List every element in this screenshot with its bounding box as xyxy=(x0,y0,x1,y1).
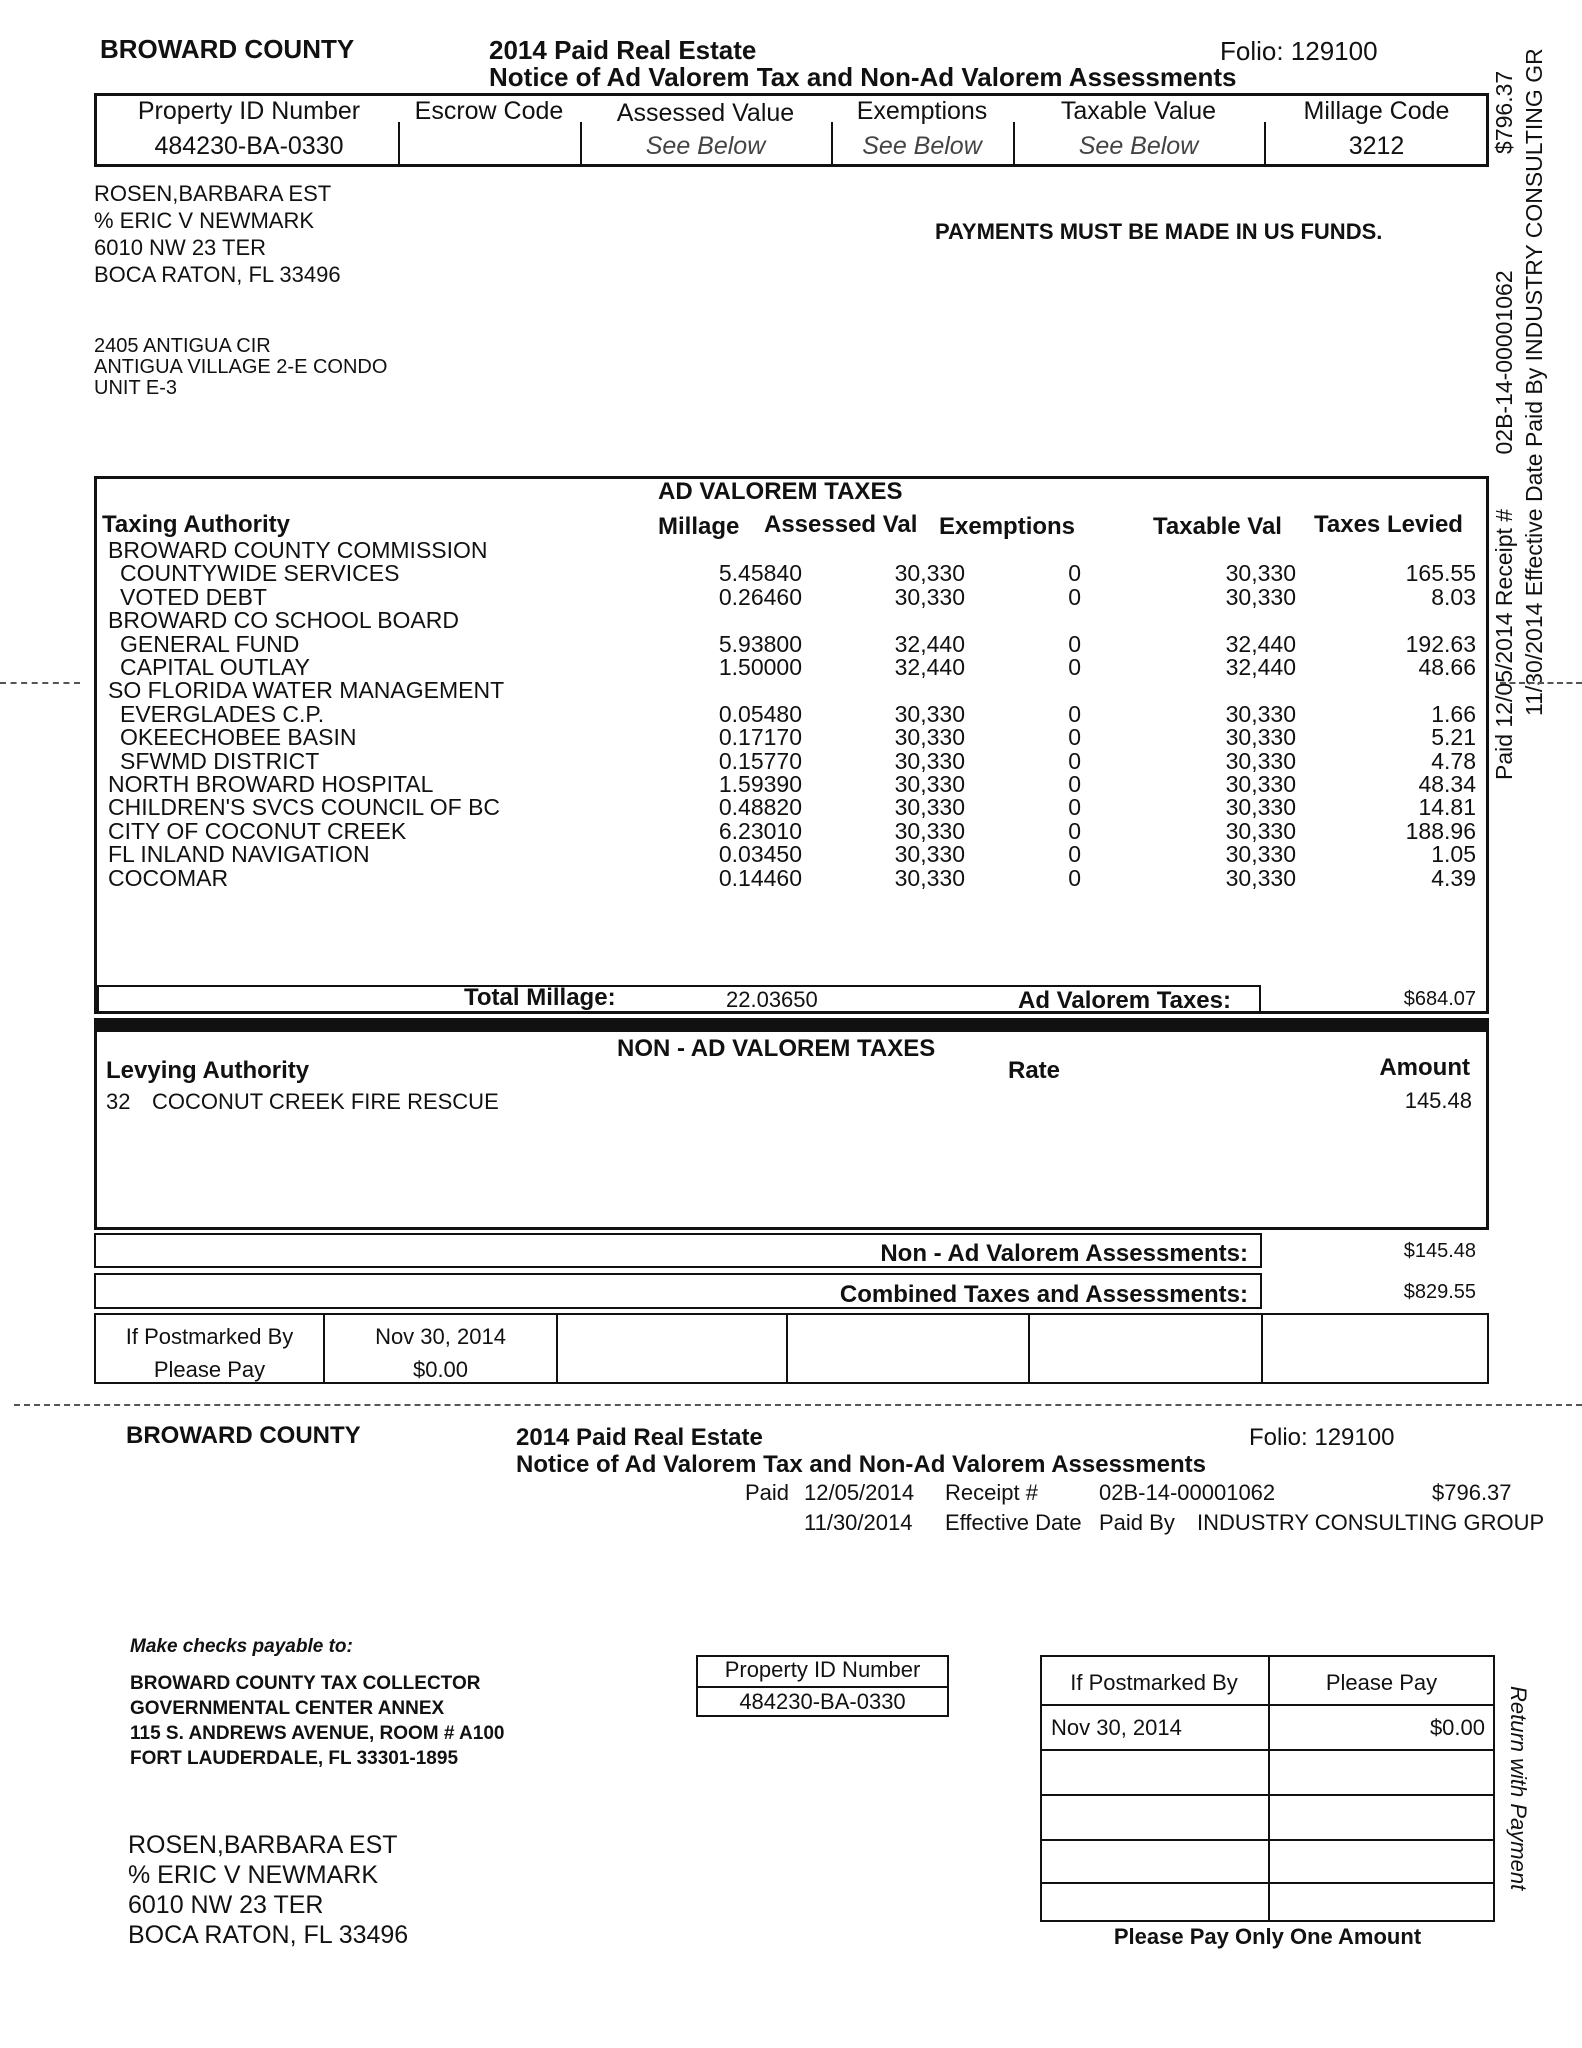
stub-receipt-label: Receipt # xyxy=(945,1480,1038,1505)
tax-row-taxable: 30,330 xyxy=(1225,700,1296,727)
return-with-payment: Return with Payment xyxy=(1506,1686,1531,1891)
tax-row-millage: 1.59390 xyxy=(718,771,802,797)
tax-row-exemptions: 0 xyxy=(1068,560,1081,587)
tax-row-levied: 8.03 xyxy=(1431,583,1476,610)
tax-row xyxy=(100,726,1480,749)
tax-row-assessed: 30,330 xyxy=(894,794,965,821)
tax-row-taxable: 30,330 xyxy=(1225,794,1296,821)
tax-row-assessed: 30,330 xyxy=(894,583,965,610)
tax-row-exemptions: 0 xyxy=(1068,817,1081,844)
millage-code-value: 3212 xyxy=(1348,132,1405,160)
tax-row-name: CAPITAL OUTLAY xyxy=(120,654,311,680)
property-id-value: 484230-BA-0330 xyxy=(154,132,344,160)
tax-row-assessed: 32,440 xyxy=(894,630,965,657)
tax-row-taxable: 30,330 xyxy=(1225,841,1296,868)
tax-row-exemptions: 0 xyxy=(1068,747,1081,774)
tax-row-taxable: 30,330 xyxy=(1225,864,1296,891)
tax-row xyxy=(100,539,1480,562)
tax-row-name: CITY OF COCONUT CREEK xyxy=(108,817,407,844)
tax-row-taxable: 30,330 xyxy=(1225,560,1296,587)
non-ad-assessments-label: Non - Ad Valorem Assessments: xyxy=(880,1240,1248,1267)
tax-row-millage: 5.93800 xyxy=(718,630,802,657)
stub-pay-note: Please Pay Only One Amount xyxy=(1113,1924,1422,1949)
tax-row-millage: 6.23010 xyxy=(718,817,802,844)
tax-row-taxable: 30,330 xyxy=(1225,747,1296,774)
cut-line-right xyxy=(1500,682,1582,684)
combined-label: Combined Taxes and Assessments: xyxy=(839,1281,1248,1308)
header-taxable-value: Taxable Value xyxy=(1060,97,1217,125)
header-property-id: Property ID Number xyxy=(137,97,361,125)
tax-row-name: BROWARD COUNTY COMMISSION xyxy=(108,537,488,563)
levy-row-name: COCONUT CREEK FIRE RESCUE xyxy=(152,1089,499,1114)
tax-row-assessed: 30,330 xyxy=(894,864,965,891)
tax-row-name: VOTED DEBT xyxy=(120,583,267,610)
stub-paid-label: Paid xyxy=(745,1480,790,1505)
ad-valorem-title: AD VALOREM TAXES xyxy=(658,478,903,505)
tax-row xyxy=(100,630,1480,657)
col-assessed-val: Assessed Val xyxy=(764,511,918,538)
tax-row-name: GENERAL FUND xyxy=(120,630,300,657)
total-millage-value: 22.03650 xyxy=(726,987,818,1012)
stub-paid-date: 12/05/2014 xyxy=(804,1480,915,1505)
tax-row xyxy=(100,583,1480,610)
header-assessed-value: Assessed Value xyxy=(616,99,795,127)
property-location: 2405 ANTIGUA CIR ANTIGUA VILLAGE 2-E CONDO UNIT E-3 xyxy=(94,335,388,399)
county-name: BROWARD COUNTY xyxy=(100,34,355,64)
tax-row-millage: 0.17170 xyxy=(718,724,802,751)
tax-row-millage: 0.05480 xyxy=(718,700,802,727)
tax-row-millage: 0.03450 xyxy=(718,841,802,868)
tax-row-millage: 0.26460 xyxy=(718,583,802,610)
tax-row-millage: 1.50000 xyxy=(718,654,802,680)
tax-row-levied: 48.34 xyxy=(1418,771,1476,797)
col-levying-authority: Levying Authority xyxy=(106,1057,310,1084)
tax-row-taxable: 32,440 xyxy=(1225,630,1296,657)
tax-row xyxy=(100,679,1480,702)
stub-effective-label: Effective Date xyxy=(945,1510,1082,1535)
non-ad-assessments-total: $145.48 xyxy=(1403,1240,1476,1262)
tax-row-exemptions: 0 xyxy=(1068,654,1081,680)
stub-subtitle: Notice of Ad Valorem Tax and Non-Ad Valorem Assessments xyxy=(516,1451,1206,1478)
tax-row-levied: 192.63 xyxy=(1405,630,1476,657)
tax-row-assessed: 30,330 xyxy=(894,771,965,797)
tax-row-name: SO FLORIDA WATER MANAGEMENT xyxy=(108,677,505,704)
side-paid-by-stamp: 11/30/2014 Effective Date Paid By INDUSTRY CONSULTING GR xyxy=(1521,48,1547,716)
header-escrow-code: Escrow Code xyxy=(414,97,564,125)
tax-row-name: NORTH BROWARD HOSPITAL xyxy=(108,771,434,797)
combined-total: $829.55 xyxy=(1403,1281,1476,1303)
cut-line xyxy=(14,1404,1582,1406)
tax-row-levied: 5.21 xyxy=(1431,724,1476,751)
levy-row-code: 32 xyxy=(106,1089,131,1114)
tax-row-assessed: 30,330 xyxy=(894,724,965,751)
tax-row-exemptions: 0 xyxy=(1068,864,1081,891)
tax-row-assessed: 30,330 xyxy=(894,560,965,587)
folio-number: Folio: 129100 xyxy=(1220,36,1378,66)
payable-title: Make checks payable to: xyxy=(130,1636,353,1657)
stub-folio: Folio: 129100 xyxy=(1249,1424,1395,1451)
tax-row-assessed: 30,330 xyxy=(894,817,965,844)
stub-property-id-value: 484230-BA-0330 xyxy=(739,1689,906,1714)
payment-notice: PAYMENTS MUST BE MADE IN US FUNDS. xyxy=(935,219,1383,244)
tax-row xyxy=(100,843,1480,866)
tax-row-levied: 4.78 xyxy=(1431,747,1476,774)
pay-schedule-values: Nov 30, 2014 $0.00 xyxy=(375,1324,506,1382)
pay-schedule-label: If Postmarked By Please Pay xyxy=(125,1324,294,1382)
tax-row-name: BROWARD CO SCHOOL BOARD xyxy=(108,607,459,634)
col-amount: Amount xyxy=(1379,1054,1470,1081)
tax-row-exemptions: 0 xyxy=(1068,771,1081,797)
taxable-value-value: See Below xyxy=(1078,132,1199,160)
notice-subtitle: Notice of Ad Valorem Tax and Non-Ad Valorem Assessments xyxy=(489,62,1237,92)
stub-effective-date: 11/30/2014 xyxy=(804,1510,913,1535)
stub-pay-amount: $0.00 xyxy=(1429,1715,1485,1740)
col-rate: Rate xyxy=(1008,1057,1061,1084)
tax-row-millage: 5.45840 xyxy=(718,560,802,587)
stub-pay-col-postmarked: If Postmarked By xyxy=(1070,1670,1238,1695)
tax-row-taxable: 30,330 xyxy=(1225,817,1296,844)
tax-row-taxable: 30,330 xyxy=(1225,724,1296,751)
col-exemptions: Exemptions xyxy=(939,513,1076,540)
stub-title: 2014 Paid Real Estate xyxy=(516,1424,763,1451)
tax-row-levied: 1.05 xyxy=(1431,841,1476,868)
tax-row-millage: 0.14460 xyxy=(718,864,802,891)
tax-row-taxable: 32,440 xyxy=(1225,654,1296,680)
tax-row xyxy=(100,773,1480,796)
tax-row-name: COCOMAR xyxy=(108,864,229,891)
stub-property-id-label: Property ID Number xyxy=(724,1657,921,1682)
tax-row-exemptions: 0 xyxy=(1068,700,1081,727)
stub-county-name: BROWARD COUNTY xyxy=(126,1422,361,1449)
tax-row xyxy=(100,609,1480,632)
total-millage-label: Total Millage: xyxy=(464,984,616,1011)
assessed-value-value: See Below xyxy=(645,132,766,160)
tax-row-levied: 14.81 xyxy=(1418,794,1476,821)
stub-pay-date: Nov 30, 2014 xyxy=(1051,1715,1182,1740)
tax-row-assessed: 30,330 xyxy=(894,841,965,868)
tax-row-levied: 48.66 xyxy=(1418,654,1476,680)
owner-address: ROSEN,BARBARA EST % ERIC V NEWMARK 6010 NW 23 TER BOCA RATON, FL 33496 xyxy=(94,181,341,287)
ad-valorem-taxes-total: $684.07 xyxy=(1403,988,1476,1010)
stub-paid-amount: $796.37 xyxy=(1432,1480,1512,1505)
side-paid-stamp: Paid 12/05/2014 Receipt # 02B-14-00001062 $796.37 xyxy=(1491,70,1517,780)
tax-row-taxable: 30,330 xyxy=(1225,771,1296,797)
tax-row xyxy=(100,864,1480,891)
tax-row xyxy=(100,562,1480,585)
payable-address: BROWARD COUNTY TAX COLLECTOR GOVERNMENTAL CENTER ANNEX 115 S. ANDREWS AVENUE, ROOM # A100 FORT LAUDERDALE, FL 33301-1895 xyxy=(130,1673,505,1769)
tax-row-taxable: 30,330 xyxy=(1225,583,1296,610)
col-taxing-authority: Taxing Authority xyxy=(102,511,290,538)
tax-row-name: CHILDREN'S SVCS COUNCIL OF BC xyxy=(108,794,501,821)
stub-pay-col-please-pay: Please Pay xyxy=(1325,1670,1438,1695)
tax-row-exemptions: 0 xyxy=(1068,724,1081,751)
tax-row-name: OKEECHOBEE BASIN xyxy=(120,724,357,751)
tax-row-name: SFWMD DISTRICT xyxy=(120,747,320,774)
tax-row xyxy=(100,656,1480,679)
tax-row-levied: 4.39 xyxy=(1431,864,1476,891)
col-millage: Millage xyxy=(658,513,740,540)
tax-row-exemptions: 0 xyxy=(1068,583,1081,610)
stub-paid-by: INDUSTRY CONSULTING GROUP xyxy=(1197,1510,1545,1535)
tax-row-levied: 165.55 xyxy=(1405,560,1476,587)
tax-row xyxy=(100,747,1480,774)
tax-row xyxy=(100,700,1480,727)
tax-row xyxy=(100,796,1480,819)
tax-row-millage: 0.48820 xyxy=(718,794,802,821)
tax-row-assessed: 30,330 xyxy=(894,747,965,774)
tax-row-name: COUNTYWIDE SERVICES xyxy=(120,560,400,587)
levy-row-amount: 145.48 xyxy=(1404,1088,1472,1113)
non-ad-valorem-title: NON - AD VALOREM TAXES xyxy=(617,1035,936,1062)
stub-paid-by-label: Paid By xyxy=(1099,1510,1175,1535)
col-taxable-val: Taxable Val xyxy=(1153,513,1282,540)
tax-row-name: FL INLAND NAVIGATION xyxy=(108,841,370,868)
tax-row-assessed: 30,330 xyxy=(894,700,965,727)
tax-row-levied: 1.66 xyxy=(1431,700,1476,727)
header-exemptions: Exemptions xyxy=(856,97,988,125)
tax-row xyxy=(100,817,1480,844)
cut-line-left xyxy=(0,682,80,684)
tax-row-exemptions: 0 xyxy=(1068,841,1081,868)
tax-row-levied: 188.96 xyxy=(1405,817,1476,844)
tax-row-exemptions: 0 xyxy=(1068,630,1081,657)
ad-valorem-taxes-label: Ad Valorem Taxes: xyxy=(1018,987,1231,1014)
header-millage-code: Millage Code xyxy=(1303,97,1450,125)
stub-receipt-number: 02B-14-00001062 xyxy=(1099,1480,1276,1505)
tax-row-exemptions: 0 xyxy=(1068,794,1081,821)
notice-title: 2014 Paid Real Estate xyxy=(489,35,757,65)
exemptions-value: See Below xyxy=(862,132,982,160)
col-taxes-levied: Taxes Levied xyxy=(1314,511,1463,538)
tax-row-millage: 0.15770 xyxy=(718,747,802,774)
tax-row-assessed: 32,440 xyxy=(894,654,965,680)
tax-row-name: EVERGLADES C.P. xyxy=(120,700,325,727)
stub-owner-address: ROSEN,BARBARA EST % ERIC V NEWMARK 6010 NW 23 TER BOCA RATON, FL 33496 xyxy=(128,1831,409,1949)
